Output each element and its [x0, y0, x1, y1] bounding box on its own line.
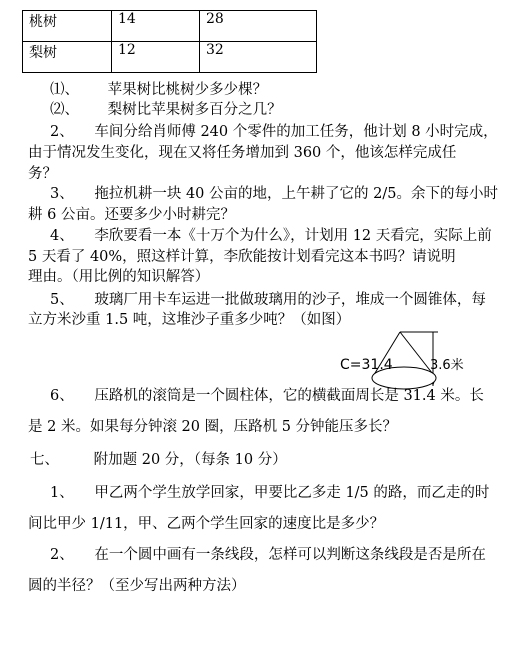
q4-line2: 5 天看了 40%，照这样计算，李欣能按计划看完这本书吗？请说明 [28, 249, 456, 265]
a2-line1 [50, 545, 486, 565]
section7-heading [30, 450, 287, 470]
q2-line1 [50, 122, 498, 142]
q1-sub2-text: 梨树比苹果树多百分之几？ [107, 102, 282, 118]
q5-line1 [50, 290, 486, 310]
a2-text: 在一个圆中画有一条线段，怎样可以判断这条线段是否是所在 [94, 547, 486, 563]
a1-text: 甲乙两个学生放学回家，甲要比乙多走 1/5 的路，而乙走的时 [94, 485, 490, 501]
q3-line2: 耕 6 公亩。还要多少小时耕完？ [28, 207, 235, 223]
q4-number: 4、 [50, 228, 74, 244]
fruit-tree-table [22, 10, 317, 73]
q3-text: 拖拉机耕一块 40 公亩的地，上午耕了它的 2/5。余下的每小时 [94, 186, 498, 202]
a1-number: 1、 [50, 485, 74, 501]
q1-sub1 [50, 80, 267, 100]
table-cell: 梨树 [23, 42, 112, 73]
a2-line2: 圆的半径？（至少写出两种方法） [28, 578, 246, 594]
table-row [23, 11, 317, 42]
q5-text: 玻璃厂用卡车运进一批做玻璃用的沙子，堆成一个圆锥体，每 [94, 292, 486, 308]
q2-text: 车间分给肖师傅 240 个零件的加工任务，他计划 8 小时完成， [94, 124, 498, 140]
table-cell: 12 [112, 42, 200, 73]
table-cell: 32 [200, 42, 317, 73]
a2-number: 2、 [50, 547, 74, 563]
table-row [23, 42, 317, 73]
a1-line2: 间比甲少 1/11，甲、乙两个学生回家的速度比是多少？ [28, 516, 385, 532]
q6-line1 [50, 386, 484, 406]
q1-sub2 [50, 100, 282, 120]
q1-sub2-number: ⑵、 [50, 102, 79, 118]
q4-line3: 理由。（用比例的知识解答） [28, 269, 210, 285]
q3-line1 [50, 184, 498, 204]
section7-title: 附加题 20 分，（每条 10 分） [93, 452, 287, 468]
section7-number: 七、 [30, 452, 59, 468]
q2-line3: 务？ [28, 166, 57, 182]
q3-number: 3、 [50, 186, 74, 202]
q2-line2: 由于情况发生变化，现在又将任务增加到 360 个，他该怎样完成任 [28, 145, 457, 161]
cone-height-label: 3.6米 [430, 358, 464, 373]
table-cell: 28 [200, 11, 317, 42]
q2-number: 2、 [50, 124, 74, 140]
table-cell: 14 [112, 11, 200, 42]
a1-line1 [50, 483, 489, 503]
q5-number: 5、 [50, 292, 74, 308]
q5-line2: 立方米沙重 1.5 吨，这堆沙子重多少吨？（如图） [28, 312, 351, 328]
q1-sub1-number: ⑴、 [50, 82, 79, 98]
table-cell: 桃树 [23, 11, 112, 42]
q6-line2: 是 2 米。如果每分钟滚 20 圈，压路机 5 分钟能压多长？ [28, 419, 398, 435]
cone-circumference-label: C=31.4 [340, 357, 393, 373]
q4-line1 [50, 226, 492, 246]
q1-sub1-text: 苹果树比桃树少多少棵？ [107, 82, 268, 98]
q6-text: 压路机的滚筒是一个圆柱体，它的横截面周长是 31.4 米。长 [94, 388, 484, 404]
q6-number: 6、 [50, 388, 74, 404]
q4-text: 李欣要看一本《十万个为什么》，计划用 12 天看完，实际上前 [94, 228, 492, 244]
